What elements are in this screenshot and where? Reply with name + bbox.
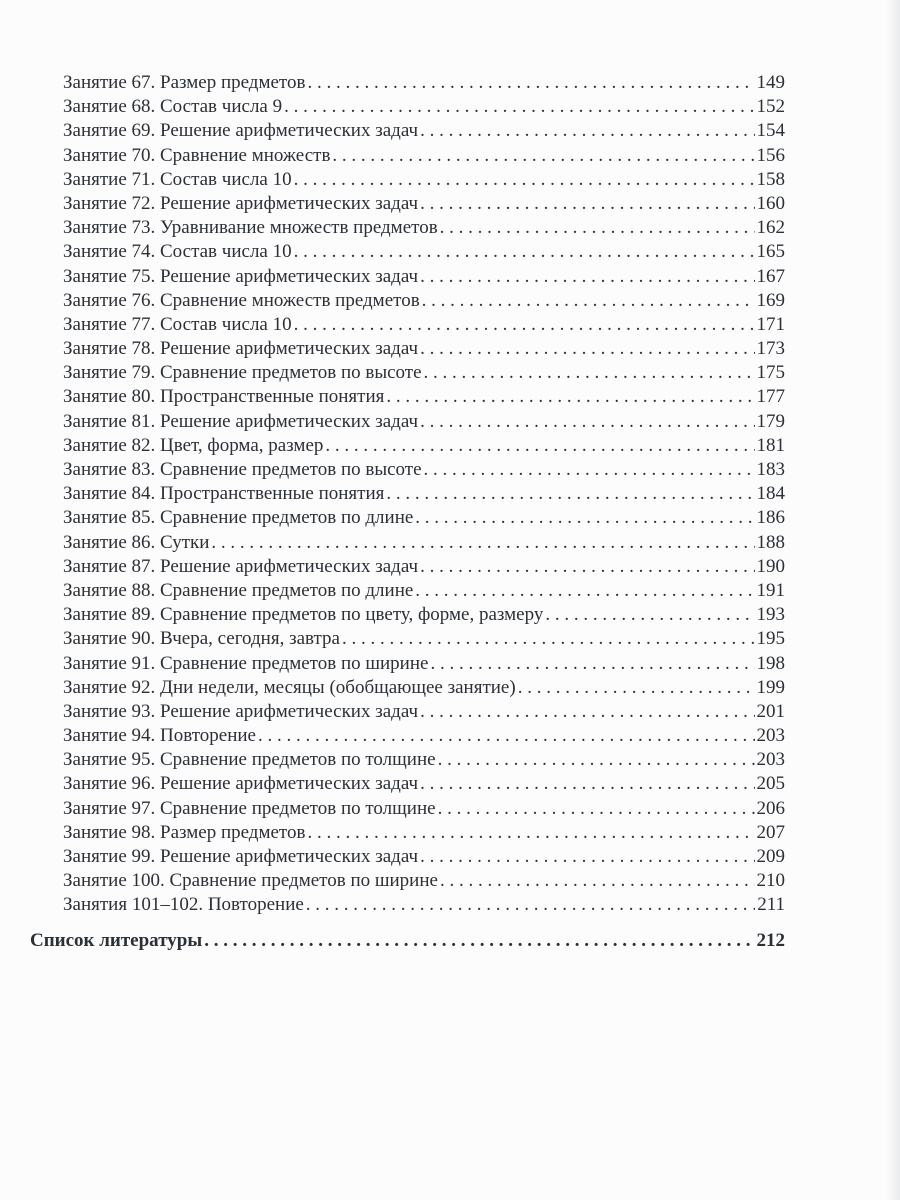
toc-entry-row[interactable] (63, 603, 785, 627)
toc-entry-page: 193 (756, 604, 785, 626)
toc-entry-title: Занятие 95. Сравнение предметов по толщине (63, 749, 436, 771)
toc-entry-row[interactable] (63, 506, 785, 530)
toc-entry-title: Занятие 87. Решение арифметических задач (63, 555, 419, 577)
toc-entry-row[interactable] (63, 458, 785, 482)
toc-entry-title: Занятие 83. Сравнение предметов по высоте (63, 459, 422, 480)
toc-entry-page: 210 (756, 870, 785, 892)
toc-entry-row[interactable] (63, 700, 785, 724)
toc-entry-row[interactable] (63, 289, 785, 313)
toc-entry-page: 181 (756, 434, 785, 456)
dot-leader (424, 458, 755, 482)
toc-entry-row[interactable] (63, 119, 785, 143)
toc-entry-page: 190 (756, 555, 785, 577)
dot-leader (420, 192, 754, 216)
dot-leader (545, 603, 754, 627)
toc-entry-page: 207 (756, 821, 785, 843)
toc-entry-page: 156 (756, 144, 785, 166)
toc-entry-title: Занятие 84. Пространственные понятия (63, 483, 385, 505)
toc-entry-row[interactable] (63, 168, 785, 192)
dot-leader (307, 821, 754, 845)
toc-entry-page: 188 (756, 531, 785, 553)
toc-entry-row[interactable] (63, 579, 785, 603)
toc-entry-row[interactable] (63, 144, 785, 168)
dot-leader (518, 676, 755, 700)
dot-leader (430, 652, 754, 676)
toc-entry-title: Занятие 85. Сравнение предметов по длине (63, 507, 414, 529)
toc-entry-title: Занятие 91. Сравнение предметов по ширине (63, 652, 429, 674)
dot-leader (284, 95, 754, 119)
toc-entry-page: 206 (756, 797, 785, 819)
toc-entry-page: 203 (756, 749, 785, 771)
toc-entry-title: Занятие 92. Дни недели, месяцы (обобщающее занятие) (63, 676, 516, 698)
toc-entry-page: 191 (756, 579, 785, 601)
toc-entry-row[interactable] (63, 797, 785, 821)
dot-leader (415, 506, 754, 530)
toc-entry-page: 183 (756, 459, 785, 480)
toc-entry-page: 203 (756, 725, 785, 747)
toc-entry-row[interactable] (63, 869, 785, 893)
toc-entry-page: 212 (756, 930, 785, 951)
dot-leader (325, 434, 754, 458)
toc-entry-row[interactable] (63, 361, 785, 385)
toc-entry-page: 160 (756, 192, 785, 214)
toc-entry-title: Занятие 81. Решение арифметических задач (63, 410, 419, 432)
toc-entry-page: 198 (756, 652, 785, 674)
toc-entry-row[interactable] (63, 240, 785, 264)
toc-entry-title: Занятие 94. Повторение (63, 725, 256, 747)
toc-entry-page: 152 (756, 96, 785, 118)
toc-entry-page: 167 (756, 265, 785, 287)
toc-entry-row[interactable] (63, 748, 785, 772)
toc-entry-title: Список литературы (30, 930, 203, 951)
dot-leader (440, 216, 755, 240)
toc-entry-page: 171 (756, 313, 785, 335)
toc-entry-title: Занятие 93. Решение арифметических задач (63, 700, 419, 722)
toc-entry-page: 165 (756, 241, 785, 263)
toc-entry-row[interactable] (63, 313, 785, 337)
dot-leader (386, 482, 754, 506)
toc-entry-page: 149 (756, 72, 785, 93)
toc-entry-row[interactable] (63, 192, 785, 216)
toc-entry-title: Занятие 77. Состав числа 10 (63, 313, 292, 335)
toc-entry-title: Занятие 78. Решение арифметических задач (63, 338, 419, 360)
toc-entry-page: 169 (756, 289, 785, 311)
toc-entry-page: 211 (757, 894, 785, 916)
table-of-contents (63, 71, 785, 918)
toc-entry-row[interactable] (63, 772, 785, 796)
toc-entry-row[interactable] (63, 410, 785, 434)
toc-entry-row[interactable] (63, 555, 785, 579)
toc-entry-title: Занятие 69. Решение арифметических задач (63, 120, 419, 142)
toc-entry-page: 195 (756, 628, 785, 650)
dot-leader (420, 772, 754, 796)
toc-entry-title: Занятие 68. Состав числа 9 (63, 96, 283, 118)
toc-entry-row[interactable] (63, 434, 785, 458)
dot-leader (342, 627, 755, 651)
dot-leader (424, 361, 755, 385)
toc-entry-title: Занятие 80. Пространственные понятия (63, 386, 385, 408)
toc-entry-row[interactable] (63, 845, 785, 869)
dot-leader (440, 869, 755, 893)
toc-entry-row[interactable] (63, 893, 785, 917)
dot-leader (438, 797, 755, 821)
toc-entry-row[interactable] (63, 216, 785, 240)
toc-entry-row[interactable] (63, 676, 785, 700)
dot-leader (420, 555, 754, 579)
toc-entry-page: 201 (756, 700, 785, 722)
toc-entry-title: Занятие 79. Сравнение предметов по высоте (63, 362, 422, 384)
toc-entry-row[interactable] (63, 265, 785, 289)
toc-entry-row[interactable] (63, 724, 785, 748)
dot-leader (258, 724, 755, 748)
dot-leader (420, 700, 754, 724)
dot-leader (294, 240, 755, 264)
toc-entry-page: 179 (756, 410, 785, 432)
toc-entry-title: Занятие 98. Размер предметов (63, 821, 306, 843)
toc-entry-title: Занятия 101–102. Повторение (63, 894, 304, 916)
toc-entry-page: 186 (756, 507, 785, 529)
toc-entry-title: Занятие 89. Сравнение предметов по цвету, форме, размеру (63, 604, 544, 626)
toc-entry-page: 154 (756, 120, 785, 142)
toc-entry-row[interactable] (63, 71, 785, 95)
toc-entry-row[interactable] (63, 95, 785, 119)
toc-entry-page: 162 (756, 217, 785, 239)
dot-leader (420, 119, 754, 143)
toc-entry-title: Занятие 71. Состав числа 10 (63, 168, 292, 190)
toc-entry-title: Занятие 96. Решение арифметических задач (63, 773, 419, 795)
toc-entry-row[interactable] (63, 627, 785, 651)
toc-entry-row[interactable] (63, 821, 785, 845)
toc-entry-page: 177 (756, 386, 785, 408)
dot-leader (420, 337, 754, 361)
toc-entry-title: Занятие 97. Сравнение предметов по толщине (63, 797, 436, 819)
dot-leader (332, 144, 754, 168)
toc-bibliography-row[interactable] (30, 929, 785, 953)
dot-leader (422, 289, 755, 313)
toc-entry-title: Занятие 70. Сравнение множеств (63, 144, 331, 166)
toc-entry-page: 199 (756, 676, 785, 698)
toc-entry-page: 173 (756, 338, 785, 360)
toc-entry-title: Занятие 88. Сравнение предметов по длине (63, 579, 414, 601)
dot-leader (438, 748, 755, 772)
toc-entry-page: 158 (756, 168, 785, 190)
toc-entry-row[interactable] (63, 652, 785, 676)
dot-leader (420, 410, 754, 434)
dot-leader (415, 579, 754, 603)
toc-entry-page: 209 (756, 846, 785, 867)
dot-leader (307, 71, 754, 95)
toc-entry-page: 205 (756, 773, 785, 795)
toc-entry-page: 184 (756, 483, 785, 505)
dot-leader (420, 265, 754, 289)
toc-entry-row[interactable] (63, 531, 785, 555)
toc-entry-title: Занятие 100. Сравнение предметов по ширине (63, 870, 438, 892)
toc-entry-row[interactable] (63, 337, 785, 361)
toc-entry-title: Занятие 90. Вчера, сегодня, завтра (63, 628, 340, 650)
dot-leader (306, 893, 755, 917)
dot-leader (204, 929, 754, 953)
toc-entry-title: Занятие 73. Уравнивание множеств предметов (63, 217, 438, 239)
toc-entry-page: 175 (756, 362, 785, 384)
toc-entry-title: Занятие 76. Сравнение множеств предметов (63, 289, 420, 311)
toc-entry-title: Занятие 86. Сутки (63, 531, 210, 553)
dot-leader (294, 168, 755, 192)
dot-leader (386, 385, 754, 409)
toc-entry-row[interactable] (63, 385, 785, 409)
toc-entry-title: Занятие 72. Решение арифметических задач (63, 192, 419, 214)
toc-entry-title: Занятие 99. Решение арифметических задач (63, 846, 419, 867)
dot-leader (211, 531, 754, 555)
toc-entry-title: Занятие 82. Цвет, форма, размер (63, 434, 324, 456)
toc-entry-title: Занятие 74. Состав числа 10 (63, 241, 292, 263)
dot-leader (420, 845, 754, 869)
page-edge-shadow (886, 0, 900, 1200)
toc-entry-title: Занятие 75. Решение арифметических задач (63, 265, 419, 287)
dot-leader (294, 313, 755, 337)
toc-entry-title: Занятие 67. Размер предметов (63, 72, 306, 93)
toc-entry-row[interactable] (63, 482, 785, 506)
